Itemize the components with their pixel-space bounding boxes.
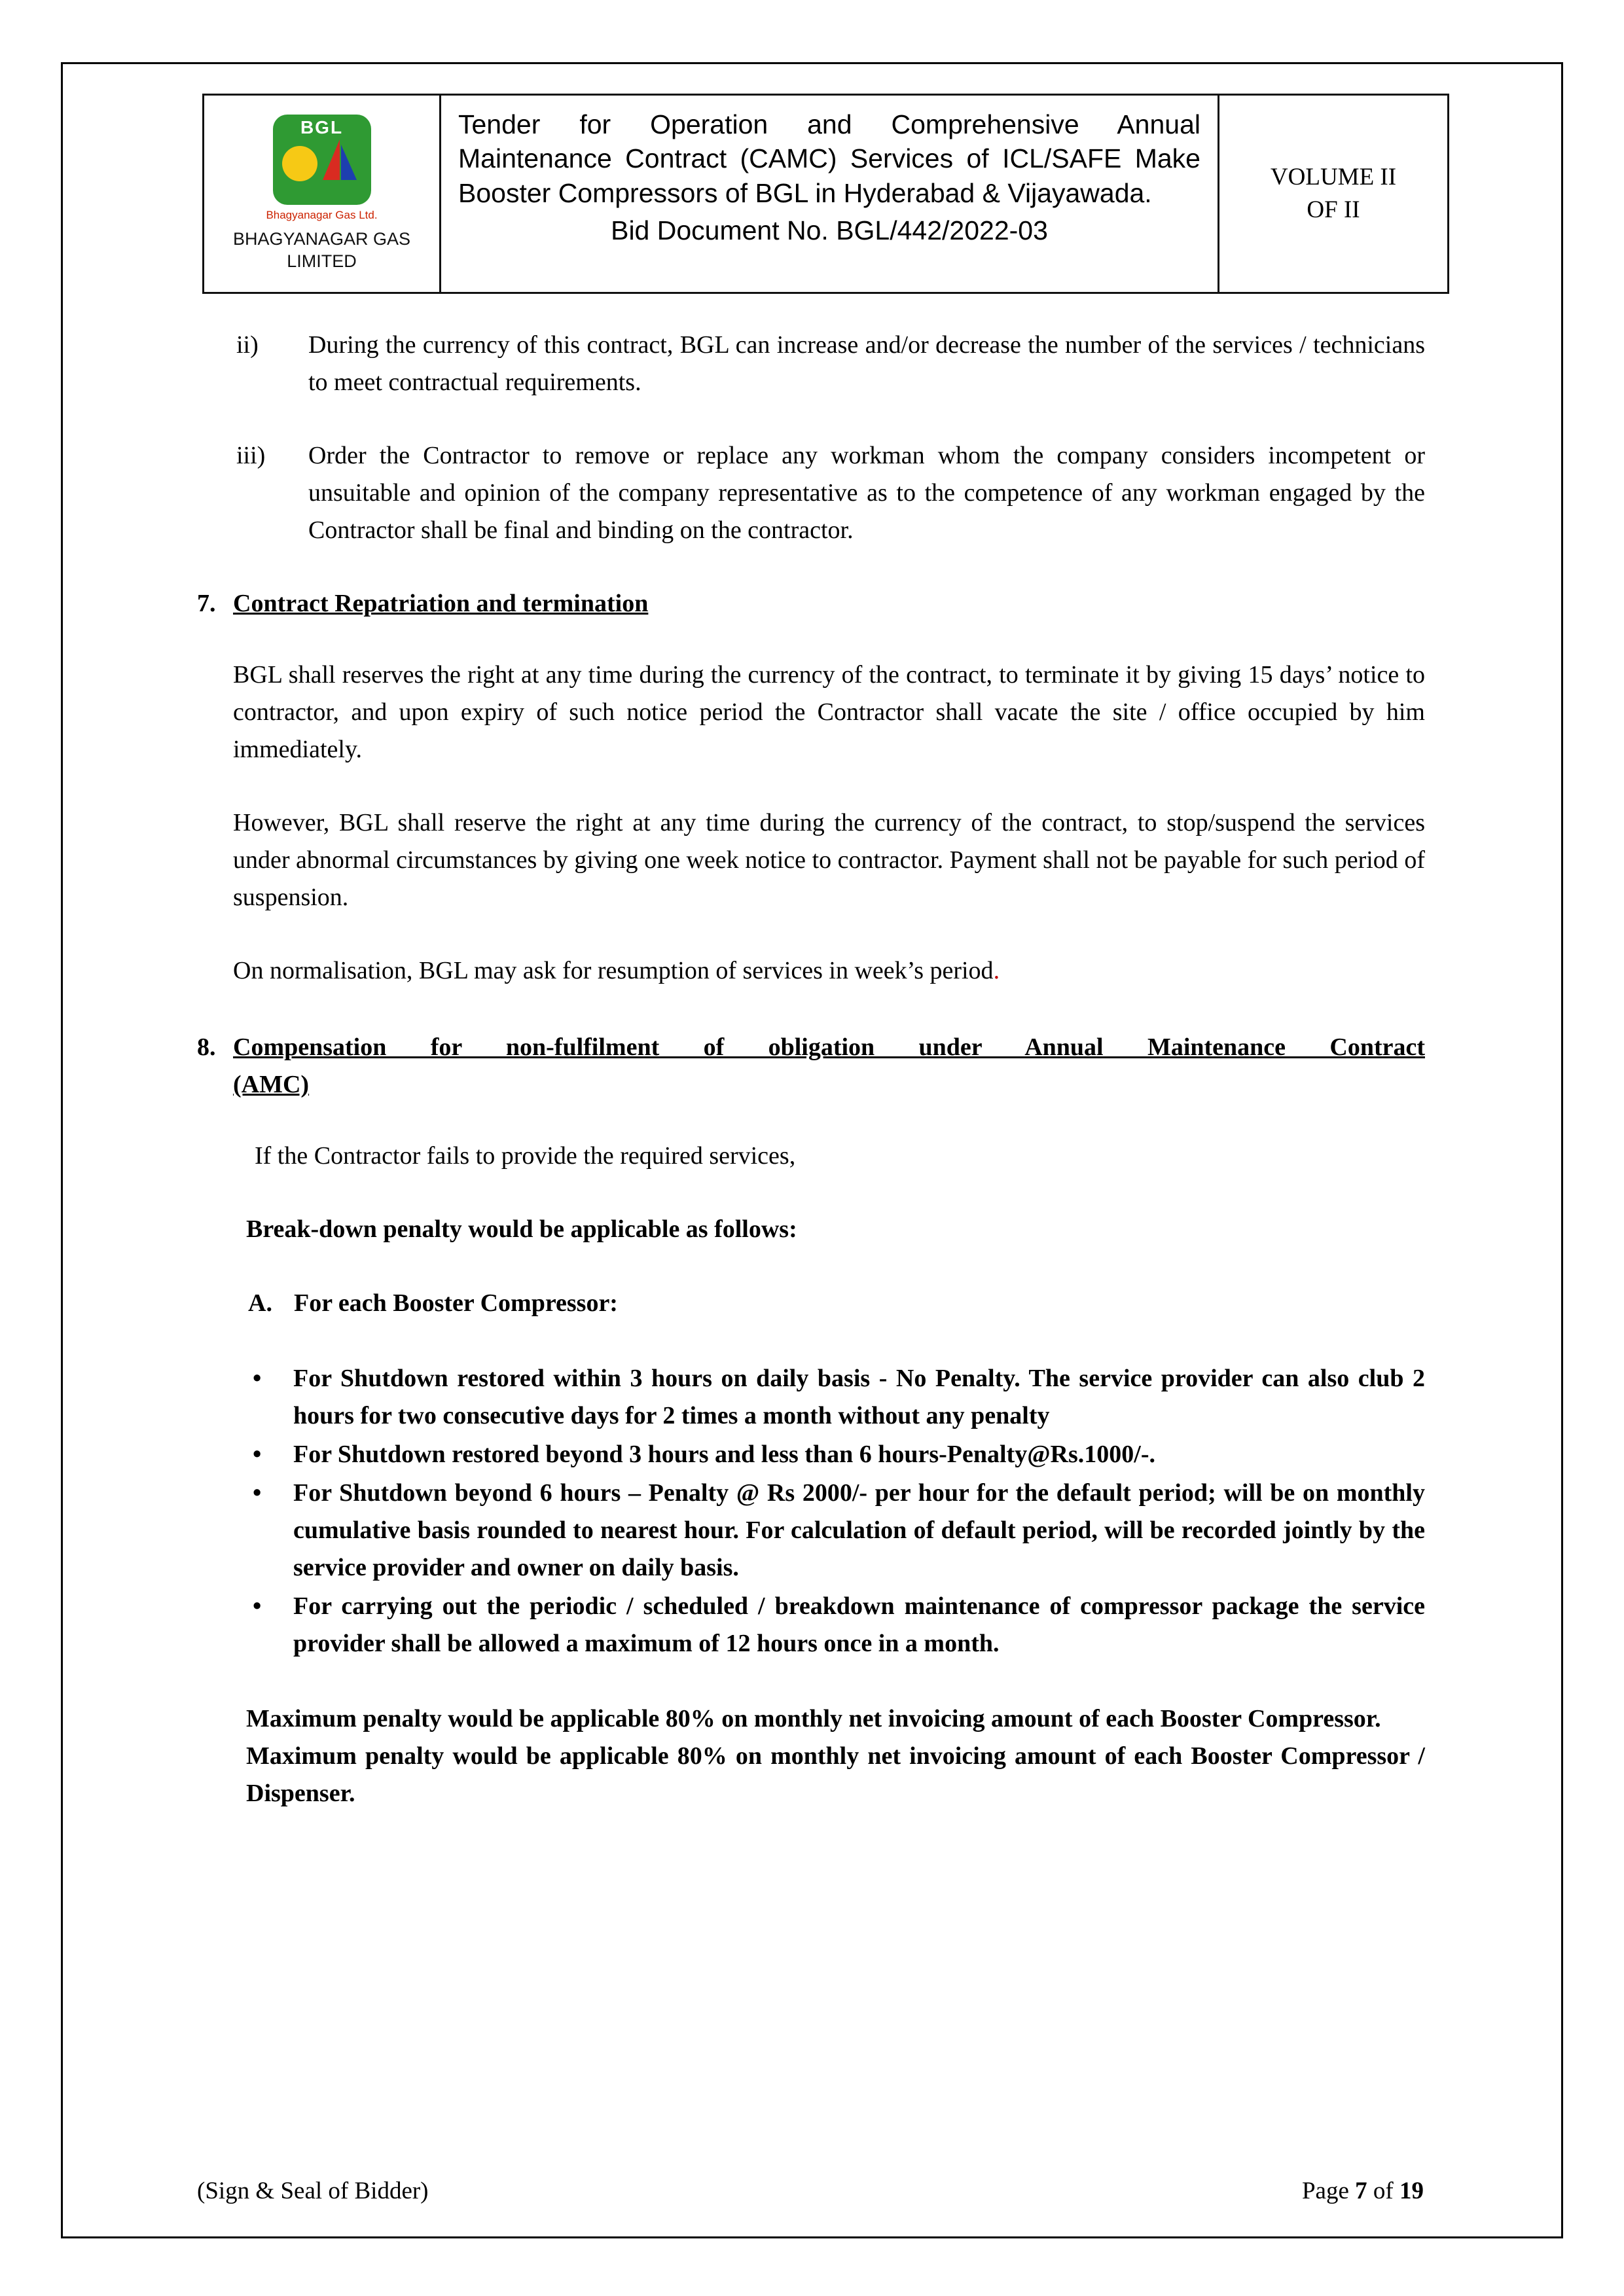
bullet-icon: • bbox=[253, 1479, 262, 1507]
section-7-paragraph-3 bbox=[233, 952, 1425, 990]
clause-ii-label: ii) bbox=[236, 331, 259, 359]
subsection-a-label: A. bbox=[248, 1289, 272, 1317]
header-table bbox=[202, 94, 1449, 294]
tender-title: Tender for Operation and Comprehensive Annual Maintenance Contract (CAMC) Services of ICL/SAFE Make Booster Compressors of BGL in Hyderabad & Vijayawada. bbox=[458, 109, 1200, 208]
page-border bbox=[61, 62, 1563, 2238]
clause-ii bbox=[236, 327, 1425, 401]
max-penalty-line-2: Maximum penalty would be applicable 80% on monthly net invoicing amount of each Booster Compressor / Dispenser. bbox=[246, 1742, 1425, 1807]
sign-seal-text: (Sign & Seal of Bidder) bbox=[197, 2178, 429, 2204]
bgl-logo bbox=[273, 115, 371, 205]
page-footer bbox=[197, 2177, 1424, 2205]
total-pages: 19 bbox=[1399, 2178, 1424, 2204]
bullet-text-3: For Shutdown beyond 6 hours – Penalty @ Rs 2000/- per hour for the default period; will be on monthly cumulative basis rounded to nearest hour. For calculation of default period, will be recorded jointly by the service provider and owner on daily basis. bbox=[293, 1479, 1425, 1581]
bullet-item-3 bbox=[253, 1475, 1425, 1587]
clause-iii bbox=[236, 437, 1425, 549]
bgl-logo-text: BGL bbox=[300, 117, 344, 138]
red-period: . bbox=[993, 957, 1000, 984]
logo-subtext: Bhagyanagar Gas Ltd. bbox=[266, 209, 378, 222]
bullet-icon: • bbox=[253, 1592, 262, 1620]
volume-line-2: OF II bbox=[1307, 196, 1360, 223]
organization-name: BHAGYANAGAR GAS LIMITED bbox=[232, 229, 411, 271]
red-sail-icon bbox=[323, 139, 340, 180]
section-7-number: 7. bbox=[197, 590, 216, 617]
of-label: of bbox=[1367, 2178, 1399, 2204]
bullet-item-2 bbox=[253, 1436, 1425, 1473]
section-7-title: Contract Repatriation and termination bbox=[233, 590, 649, 617]
section-7-paragraph-1: BGL shall reserves the right at any time during the currency of the contract, to terminate it by giving 15 days’ notice to contractor, and upon expiry of such notice period the Contractor shall vacate the site / office occupied by him immediately. bbox=[233, 661, 1425, 763]
section-8-title-line-2: (AMC) bbox=[233, 1071, 310, 1098]
max-penalty-block bbox=[246, 1700, 1425, 1812]
page-label: Page bbox=[1301, 2178, 1356, 2204]
bullet-text-4: For carrying out the periodic / scheduled / breakdown maintenance of compressor package the service provider shall be allowed a maximum of 12 hours once in a month. bbox=[293, 1592, 1425, 1657]
section-8-number: 8. bbox=[197, 1033, 216, 1061]
clause-iii-text: Order the Contractor to remove or replace any workman whom the company considers incompetent or unsuitable and opinion of the company representative as to the competence of any workman engaged by the Contractor shall be final and binding on the contractor. bbox=[308, 442, 1425, 544]
header-logo-cell bbox=[204, 96, 441, 292]
section-8-title-line-1: Compensation for non-fulfilment of obligation under Annual Maintenance Contract bbox=[233, 1033, 1425, 1061]
bid-document-number: Bid Document No. BGL/442/2022-03 bbox=[611, 215, 1048, 246]
volume-line-1: VOLUME II bbox=[1270, 164, 1397, 191]
section-8-title-block bbox=[233, 1029, 1425, 1103]
bullet-icon: • bbox=[253, 1365, 262, 1392]
section-8-heading bbox=[197, 1029, 1425, 1103]
subsection-a-title: For each Booster Compressor: bbox=[294, 1289, 618, 1317]
header-volume-cell bbox=[1219, 96, 1447, 292]
document-body bbox=[197, 327, 1425, 1812]
penalty-bullet-list bbox=[197, 1360, 1425, 1662]
sun-icon bbox=[282, 146, 317, 181]
section-8-intro: If the Contractor fails to provide the required services, bbox=[255, 1142, 796, 1170]
bullet-item-1 bbox=[253, 1360, 1425, 1435]
section-7-paragraph-3-text: On normalisation, BGL may ask for resumption of services in week’s period bbox=[233, 957, 994, 984]
clause-ii-text: During the currency of this contract, BGL can increase and/or decrease the number of the services / technicians to meet contractual requirements. bbox=[308, 331, 1425, 396]
max-penalty-line-1: Maximum penalty would be applicable 80% on monthly net invoicing amount of each Booster Compressor. bbox=[246, 1705, 1381, 1732]
breakdown-penalty-heading: Break-down penalty would be applicable as follows: bbox=[246, 1215, 797, 1243]
bullet-item-4 bbox=[253, 1588, 1425, 1662]
bullet-icon: • bbox=[253, 1441, 262, 1468]
section-7-paragraph-2: However, BGL shall reserve the right at any time during the currency of the contract, to stop/suspend the services under abnormal circumstances by giving one week notice to contractor. Payment shall not be payable for such period of suspension. bbox=[233, 809, 1425, 911]
page-indicator bbox=[1302, 2177, 1424, 2205]
blue-sail-icon bbox=[341, 145, 357, 180]
header-title-cell bbox=[441, 96, 1219, 292]
subsection-a-heading bbox=[248, 1285, 1425, 1322]
clause-iii-label: iii) bbox=[236, 442, 266, 469]
bullet-text-2: For Shutdown restored beyond 3 hours and less than 6 hours-Penalty@Rs.1000/-. bbox=[293, 1441, 1155, 1468]
bullet-text-1: For Shutdown restored within 3 hours on daily basis - No Penalty. The service provider can also club 2 hours for two consecutive days for 2 times a month without any penalty bbox=[293, 1365, 1425, 1429]
page-number: 7 bbox=[1355, 2178, 1367, 2204]
section-7-heading bbox=[197, 585, 1425, 622]
